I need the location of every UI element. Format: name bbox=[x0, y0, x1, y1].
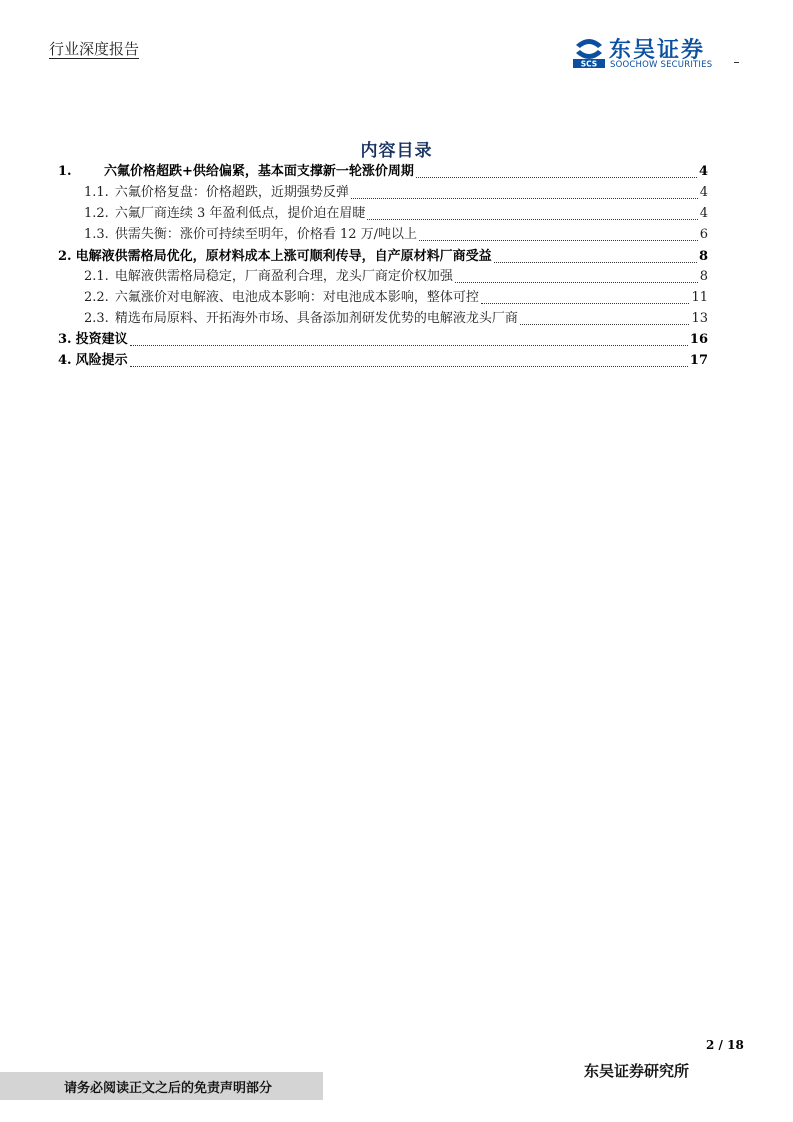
logo-name-cn: 东吴证券 bbox=[609, 38, 706, 63]
toc-entry-title: 电解液供需格局优化，原材料成本上涨可顺利传导，自产原材料厂商受益 bbox=[75, 249, 492, 264]
toc-entry-title: 六氟厂商连续 3 年盈利低点，提价迫在眉睫 bbox=[114, 206, 366, 221]
toc-entry-number: 2. bbox=[58, 249, 72, 264]
toc-entry[interactable] bbox=[84, 310, 708, 328]
toc-dot-leader bbox=[130, 366, 688, 367]
footer-disclaimer: 请务必阅读正文之后的免责声明部分 bbox=[64, 1081, 273, 1096]
toc-entry-page: 16 bbox=[689, 332, 708, 347]
toc-entry[interactable] bbox=[84, 226, 708, 244]
toc-entry-number: 1.3. bbox=[84, 227, 109, 242]
toc-entry-page: 11 bbox=[691, 290, 708, 305]
toc-entry-number: 1.2. bbox=[84, 206, 109, 221]
toc-entry-page: 4 bbox=[699, 206, 708, 221]
toc-entry-page: 4 bbox=[699, 185, 708, 200]
toc-entry[interactable] bbox=[84, 205, 708, 223]
toc-entry-number: 1. bbox=[58, 164, 72, 179]
toc-entry-title: 电解液供需格局稳定，厂商盈利合理，龙头厂商定价权加强 bbox=[114, 269, 453, 284]
logo-mark-text: SCS bbox=[580, 59, 598, 69]
page-number: 2 / 18 bbox=[706, 1038, 744, 1052]
toc-dot-leader bbox=[367, 219, 697, 220]
toc-entry-number: 4. bbox=[58, 353, 72, 368]
toc-entry-number: 3. bbox=[58, 332, 72, 347]
soochow-logo-icon bbox=[572, 35, 606, 69]
toc-dot-leader bbox=[494, 262, 697, 263]
toc-entry-page: 8 bbox=[698, 249, 708, 264]
toc-dot-leader bbox=[130, 345, 688, 346]
toc-dot-leader bbox=[416, 177, 697, 178]
toc-dot-leader bbox=[481, 303, 690, 304]
header-tick bbox=[734, 62, 739, 63]
toc-entry-number: 2.2. bbox=[84, 290, 109, 305]
toc-entry[interactable] bbox=[84, 268, 708, 286]
toc-entry-page: 4 bbox=[698, 164, 708, 179]
toc-entry[interactable] bbox=[58, 331, 708, 349]
toc-entry-title: 精选布局原料、开拓海外市场、具备添加剂研发优势的电解液龙头厂商 bbox=[114, 311, 518, 326]
toc-entry[interactable] bbox=[84, 184, 708, 202]
toc-dot-leader bbox=[351, 198, 698, 199]
toc-entry[interactable] bbox=[58, 163, 708, 181]
toc-entry-page: 13 bbox=[691, 311, 708, 326]
toc-title: 内容目录 bbox=[360, 141, 433, 161]
toc-entry-title: 风险提示 bbox=[75, 353, 128, 368]
toc-entry[interactable] bbox=[84, 289, 708, 307]
company-logo bbox=[572, 33, 732, 73]
toc-entry-number: 2.1. bbox=[84, 269, 109, 284]
toc-entry-page: 8 bbox=[699, 269, 708, 284]
toc-entry-number: 1.1. bbox=[84, 185, 109, 200]
toc-entry-title: 六氟价格超跌+供给偏紧，基本面支撑新一轮涨价周期 bbox=[104, 164, 414, 179]
toc-entry-title: 投资建议 bbox=[75, 332, 128, 347]
toc-dot-leader bbox=[520, 324, 690, 325]
toc-entry-title: 六氟价格复盘：价格超跌，近期强势反弹 bbox=[114, 185, 349, 200]
toc-entry[interactable] bbox=[58, 352, 708, 370]
logo-name-en: SOOCHOW SECURITIES bbox=[610, 60, 713, 70]
footer-brand: 东吴证券研究所 bbox=[584, 1062, 690, 1080]
toc-dot-leader bbox=[419, 240, 698, 241]
toc-entry-title: 供需失衡：涨价可持续至明年，价格看 12 万/吨以上 bbox=[114, 227, 417, 242]
toc-entry-title: 六氟涨价对电解液、电池成本影响：对电池成本影响，整体可控 bbox=[114, 290, 479, 305]
toc-dot-leader bbox=[455, 282, 698, 283]
toc-entry-number: 2.3. bbox=[84, 311, 109, 326]
toc-entry[interactable] bbox=[58, 248, 708, 266]
report-type-label: 行业深度报告 bbox=[49, 40, 140, 58]
toc-entry-page: 6 bbox=[699, 227, 708, 242]
toc-entry-page: 17 bbox=[689, 353, 708, 368]
